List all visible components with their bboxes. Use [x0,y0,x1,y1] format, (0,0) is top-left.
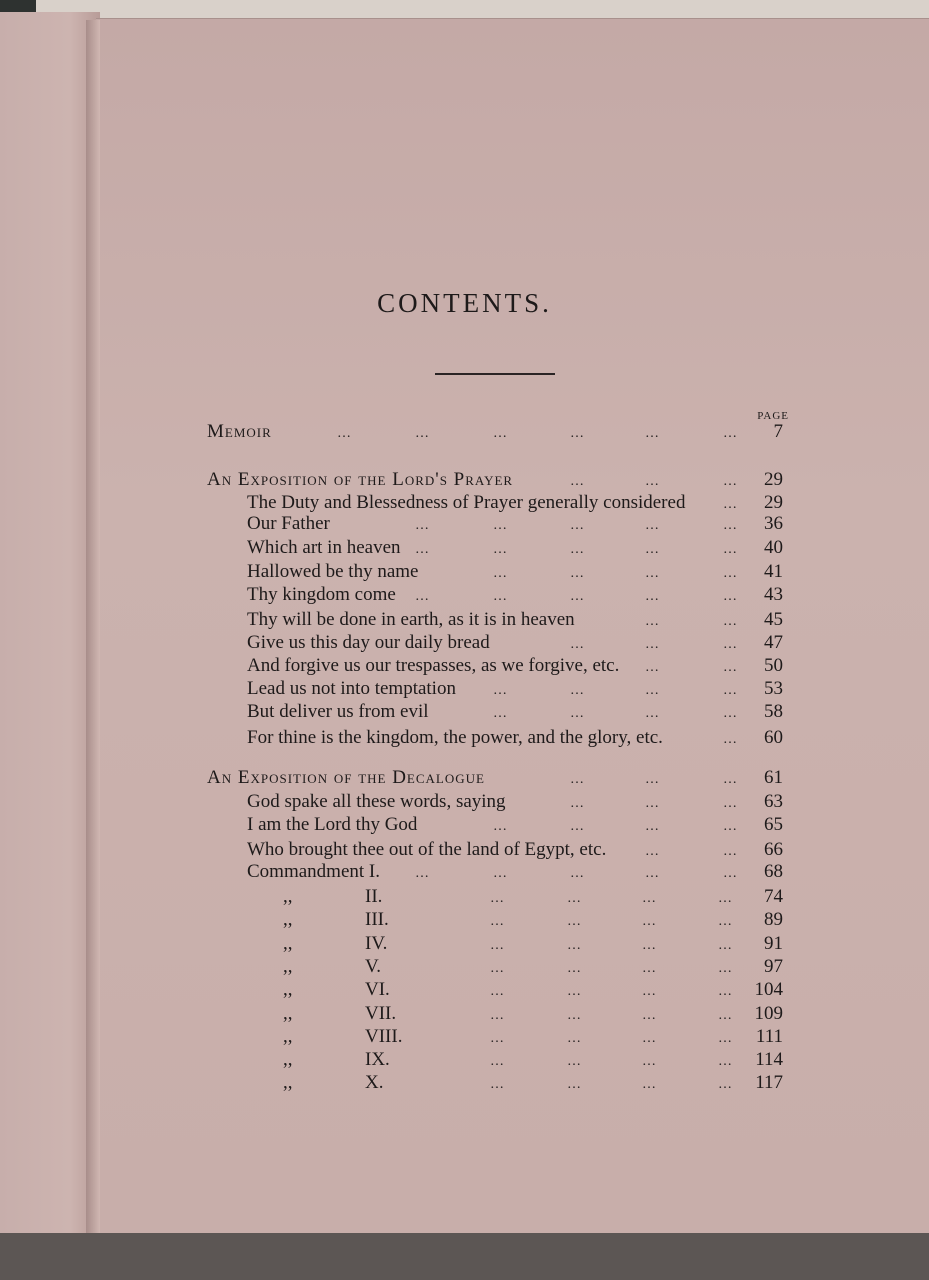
toc-entry [0,700,929,724]
leader-dots [645,862,659,886]
toc-entry-page: 29 [764,492,783,513]
leader-dots [570,538,584,562]
toc-entry-title: Lead us not into temptation [247,678,456,699]
toc-entry [0,631,929,655]
leader-dots [337,422,351,446]
leader-dots [645,514,659,538]
leader-dots [723,422,737,446]
toc-entry-commandment [0,1002,929,1026]
toc-entry [0,512,929,536]
toc-entry-title: The Duty and Blessedness of Prayer generally considered [247,492,686,513]
toc-entry-title: Thy will be done in earth, as it is in heaven [247,609,575,630]
ditto-mark: ,, [283,1072,293,1094]
ditto-mark: ,, [283,979,293,1001]
toc-entry [0,677,929,701]
leader-dots [415,422,429,446]
toc-entry-title: Memoir [207,421,272,442]
toc-entry-title: But deliver us from evil [247,701,429,722]
leader-dots [415,514,429,538]
toc-entry-title: I am the Lord thy God [247,814,418,835]
toc-entry-commandment [0,885,929,909]
page-column-label: PAGE [757,410,789,422]
toc-entry-page: 60 [764,727,783,748]
toc-entry-page: 41 [764,561,783,582]
toc-entry [0,838,929,862]
toc-entry [0,420,929,444]
toc-entry-title: Who brought thee out of the land of Egypt, etc. [247,839,607,860]
commandment-numeral: IX. [365,1049,390,1071]
commandment-numeral: III. [365,909,389,931]
book-cover-edge [0,0,36,12]
toc-entry-title: Hallowed be thy name [247,561,419,582]
toc-entry [0,654,929,678]
toc-entry [0,813,929,837]
commandment-numeral: IV. [365,932,388,954]
leader-dots [415,538,429,562]
toc-entry [0,766,929,790]
toc-entry-page: 104 [754,979,783,1001]
title-rule [435,373,555,375]
toc-entry-title: Our Father [247,513,330,534]
leader-dots [415,585,429,609]
commandment-numeral: II. [365,886,383,907]
leader-dots [723,768,737,792]
toc-entry-title: Give us this day our daily bread [247,632,490,653]
ditto-mark: ,, [283,886,293,907]
toc-entry-page: 114 [755,1049,783,1071]
toc-entry-page: 29 [764,469,783,490]
toc-entry-title: Commandment I. [247,861,380,882]
leader-dots [645,702,659,726]
leader-dots [493,538,507,562]
commandment-numeral: VIII. [365,1025,403,1047]
leader-dots [493,702,507,726]
leader-dots [570,514,584,538]
toc-entry-page: 45 [764,609,783,630]
toc-entry-page: 63 [764,791,783,812]
ditto-mark: ,, [283,932,293,954]
leader-dots [645,815,659,839]
toc-entry-page: 109 [754,1002,783,1024]
leader-dots [723,702,737,726]
toc-entry-page: 65 [764,814,783,835]
toc-entry-page: 68 [764,861,783,882]
toc-entry-title: For thine is the kingdom, the power, and the glory, etc. [247,727,663,748]
leader-dots [493,862,507,886]
leader-dots [490,1073,504,1097]
leader-dots [570,815,584,839]
leader-dots [723,815,737,839]
toc-entry-commandment [0,932,929,956]
leader-dots [723,728,737,752]
leader-dots [723,585,737,609]
leader-dots [570,702,584,726]
toc-entry-title: Thy kingdom come [247,584,396,605]
toc-entry-page: 50 [764,655,783,676]
toc-entry [0,726,929,750]
commandment-numeral: X. [365,1072,384,1094]
leader-dots [723,862,737,886]
leader-dots [723,514,737,538]
toc-entry-commandment [0,955,929,979]
toc-entry-title: An Exposition of the Decalogue [207,767,485,788]
toc-entry-page: 40 [764,537,783,558]
toc-entry-commandment [0,978,929,1002]
toc-entry-title: God spake all these words, saying [247,791,506,812]
toc-entry-commandment [0,1048,929,1072]
page-title: CONTENTS. [377,288,552,318]
toc-entry [0,583,929,607]
leader-dots [570,862,584,886]
toc-entry-page: 91 [764,932,783,954]
toc-entry-page: 53 [764,678,783,699]
leader-dots [493,422,507,446]
toc-entry-page: 97 [764,955,783,977]
toc-entry [0,860,929,884]
leader-dots [723,538,737,562]
toc-entry-page: 47 [764,632,783,653]
leader-dots [645,768,659,792]
toc-entry-page: 117 [755,1072,783,1094]
toc-entry-page: 66 [764,839,783,860]
toc-entry-page: 43 [764,584,783,605]
ditto-mark: ,, [283,955,293,977]
toc-entry-title: Which art in heaven [247,537,401,558]
toc-entry-page: 36 [764,513,783,534]
toc-entry [0,536,929,560]
leader-dots [645,585,659,609]
toc-entry-page: 89 [764,909,783,931]
toc-entry-commandment [0,1071,929,1095]
toc-entry-commandment [0,1025,929,1049]
book-cover-bottom [0,1233,929,1280]
leader-dots [493,585,507,609]
leader-dots [493,815,507,839]
toc-entry [0,608,929,632]
ditto-mark: ,, [283,1025,293,1047]
leader-dots [642,1073,656,1097]
commandment-numeral: V. [365,955,382,977]
toc-entry-title: An Exposition of the Lord's Prayer [207,469,514,490]
leader-dots [493,514,507,538]
toc-entry-page: 74 [764,886,783,907]
toc-entry-page: 111 [755,1025,783,1047]
ditto-mark: ,, [283,1049,293,1071]
leader-dots [570,585,584,609]
toc-entry-page: 61 [764,767,783,788]
toc-entry-title: And forgive us our trespasses, as we forgive, etc. [247,655,620,676]
toc-entry-commandment [0,908,929,932]
leader-dots [415,862,429,886]
leader-dots [570,768,584,792]
leader-dots [567,1073,581,1097]
toc-entry-page: 7 [773,421,783,442]
commandment-numeral: VI. [365,979,390,1001]
toc-entry-page: 58 [764,701,783,722]
ditto-mark: ,, [283,1002,293,1024]
toc-entry [0,560,929,584]
commandment-numeral: VII. [365,1002,397,1024]
toc-entry [0,468,929,492]
leader-dots [645,422,659,446]
ditto-mark: ,, [283,909,293,931]
leader-dots [645,538,659,562]
leader-dots [570,422,584,446]
toc-entry [0,790,929,814]
leader-dots [718,1073,732,1097]
